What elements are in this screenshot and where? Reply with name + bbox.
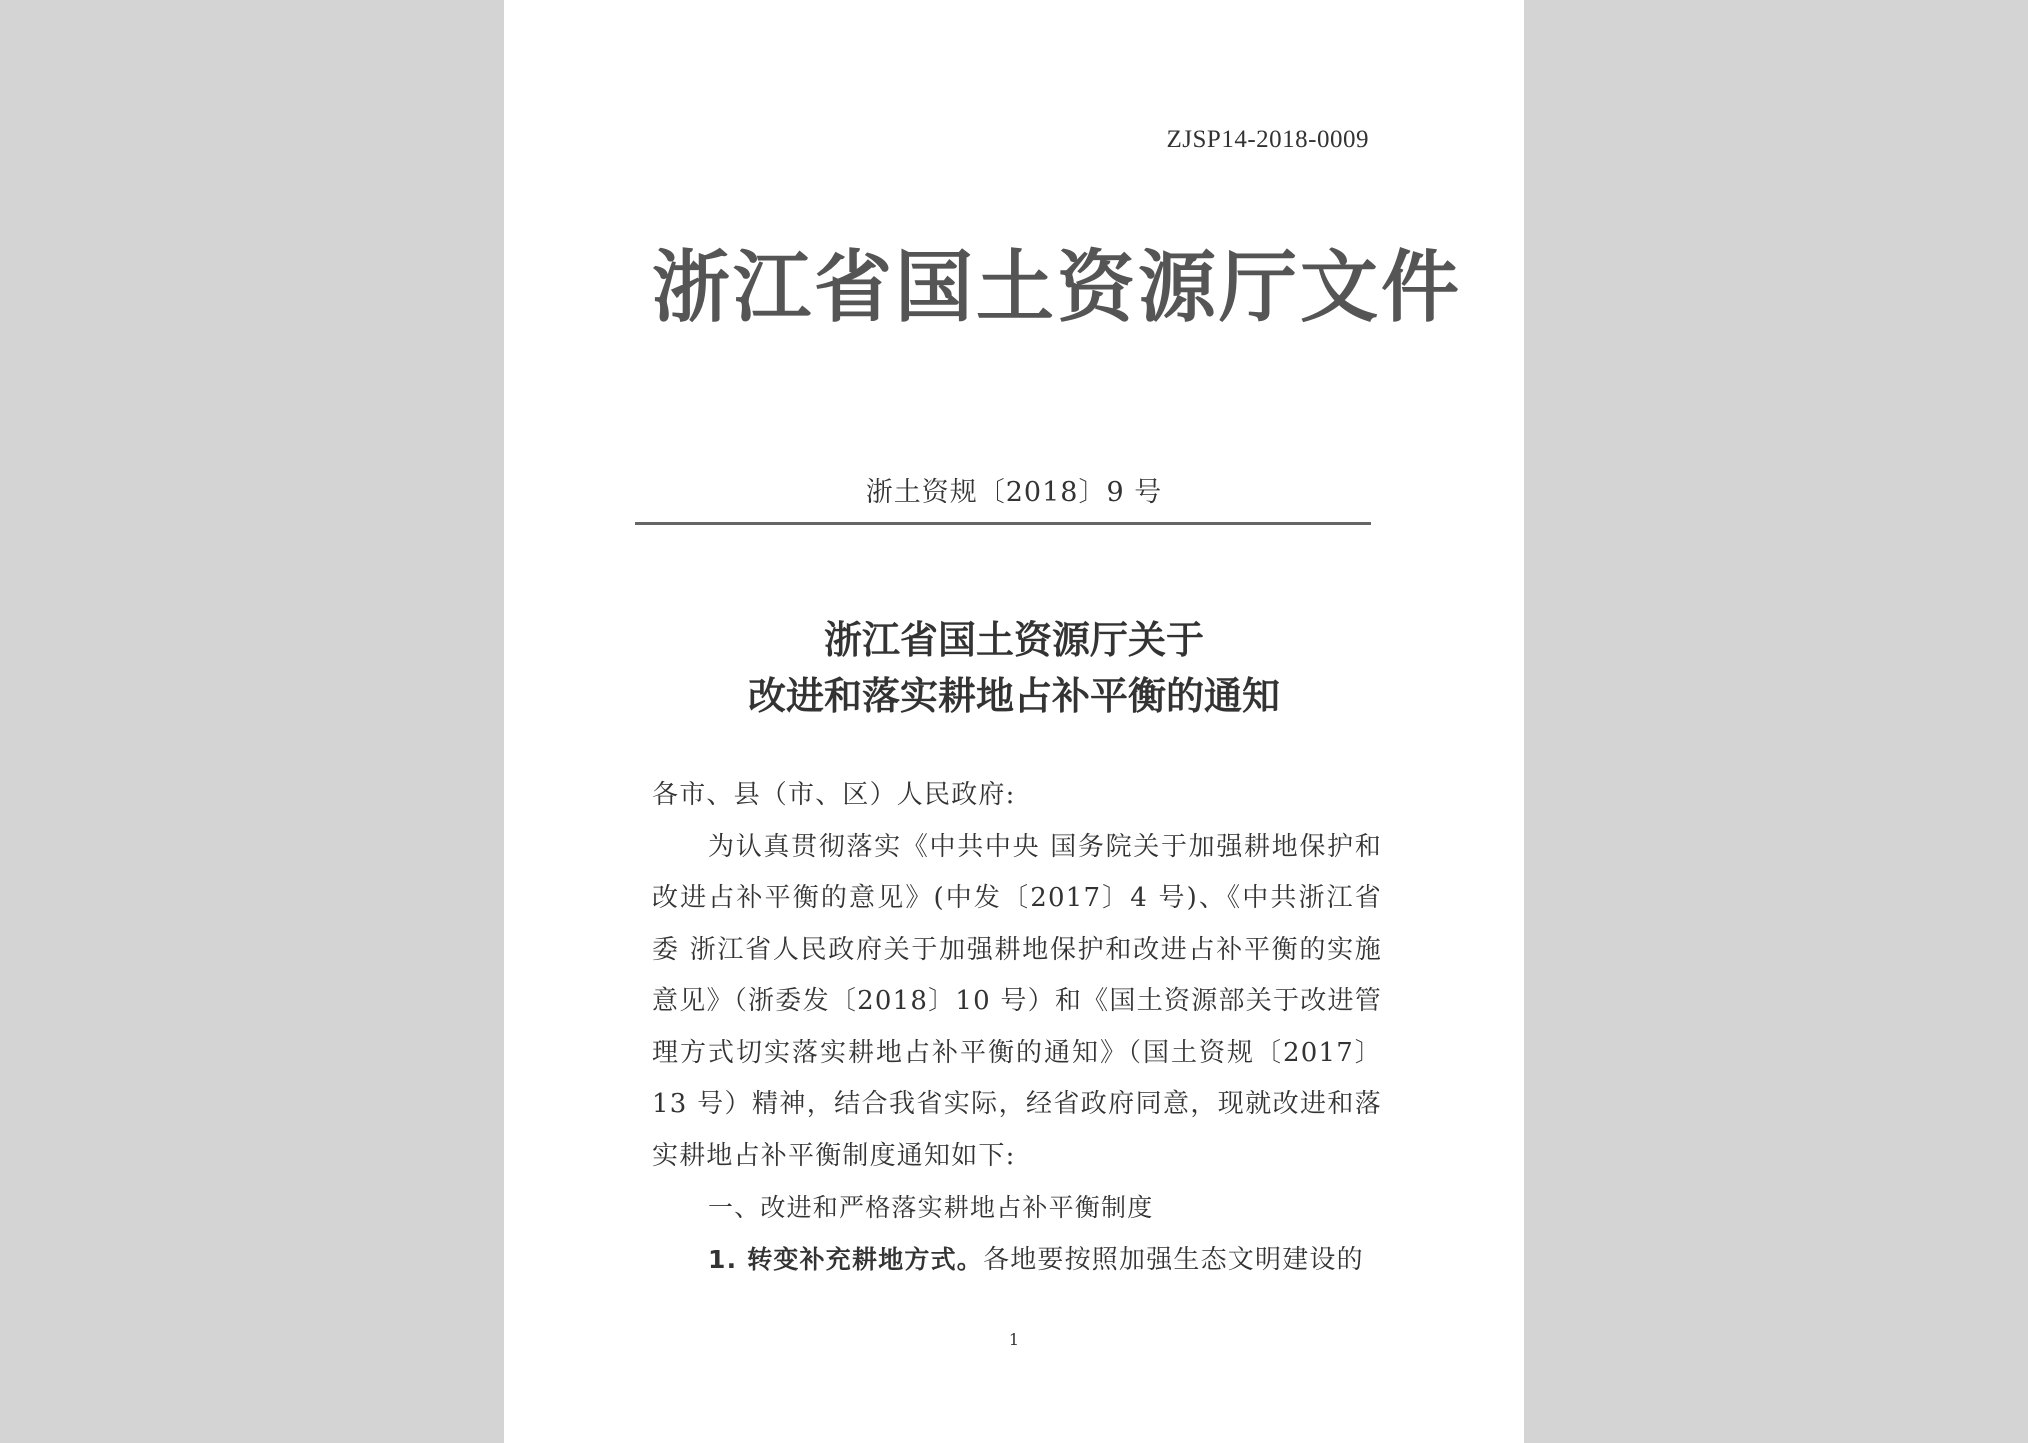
notice-title-line-2: 改进和落实耕地占补平衡的通知 — [747, 673, 1280, 718]
notice-title — [504, 612, 1524, 724]
section-heading: 一、改进和严格落实耕地占补平衡制度 — [708, 1193, 1154, 1222]
salutation: 各市、县（市、区）人民政府: — [652, 780, 1016, 810]
numbered-item-text: 各地要按照加强生态文明建设的 — [983, 1244, 1364, 1275]
numbered-item — [652, 1234, 1382, 1287]
notice-title-line-1: 浙江省国土资源厅关于 — [823, 617, 1204, 662]
page-number: 1 — [1008, 1330, 1020, 1349]
header-divider — [635, 522, 1371, 525]
masthead-title: 浙江省国土资源厅文件 — [652, 243, 1463, 333]
document-page — [504, 0, 1524, 1443]
body-paragraph: 为认真贯彻落实《中共中央 国务院关于加强耕地保护和改进占补平衡的意见》(中发〔2017〕4 号)、《中共浙江省委 浙江省人民政府关于加强耕地保护和改进占补平衡的实施意见》（浙委发〔2018〕10 号）和《国土资源部关于改进管理方式切实落实耕地占补平衡的通知》（国土资规〔2017〕13 号）精神，结合我省实际，经省政府同意，现就改进和落实耕地占补平衡制度通知如下: — [652, 831, 1382, 1171]
document-body — [652, 770, 1382, 1286]
document-number: 浙土资规〔2018〕9 号 — [865, 477, 1163, 508]
document-code: ZJSP14-2018-0009 — [1166, 126, 1369, 153]
numbered-item-lead: 1. 转变补充耕地方式。 — [708, 1244, 983, 1274]
